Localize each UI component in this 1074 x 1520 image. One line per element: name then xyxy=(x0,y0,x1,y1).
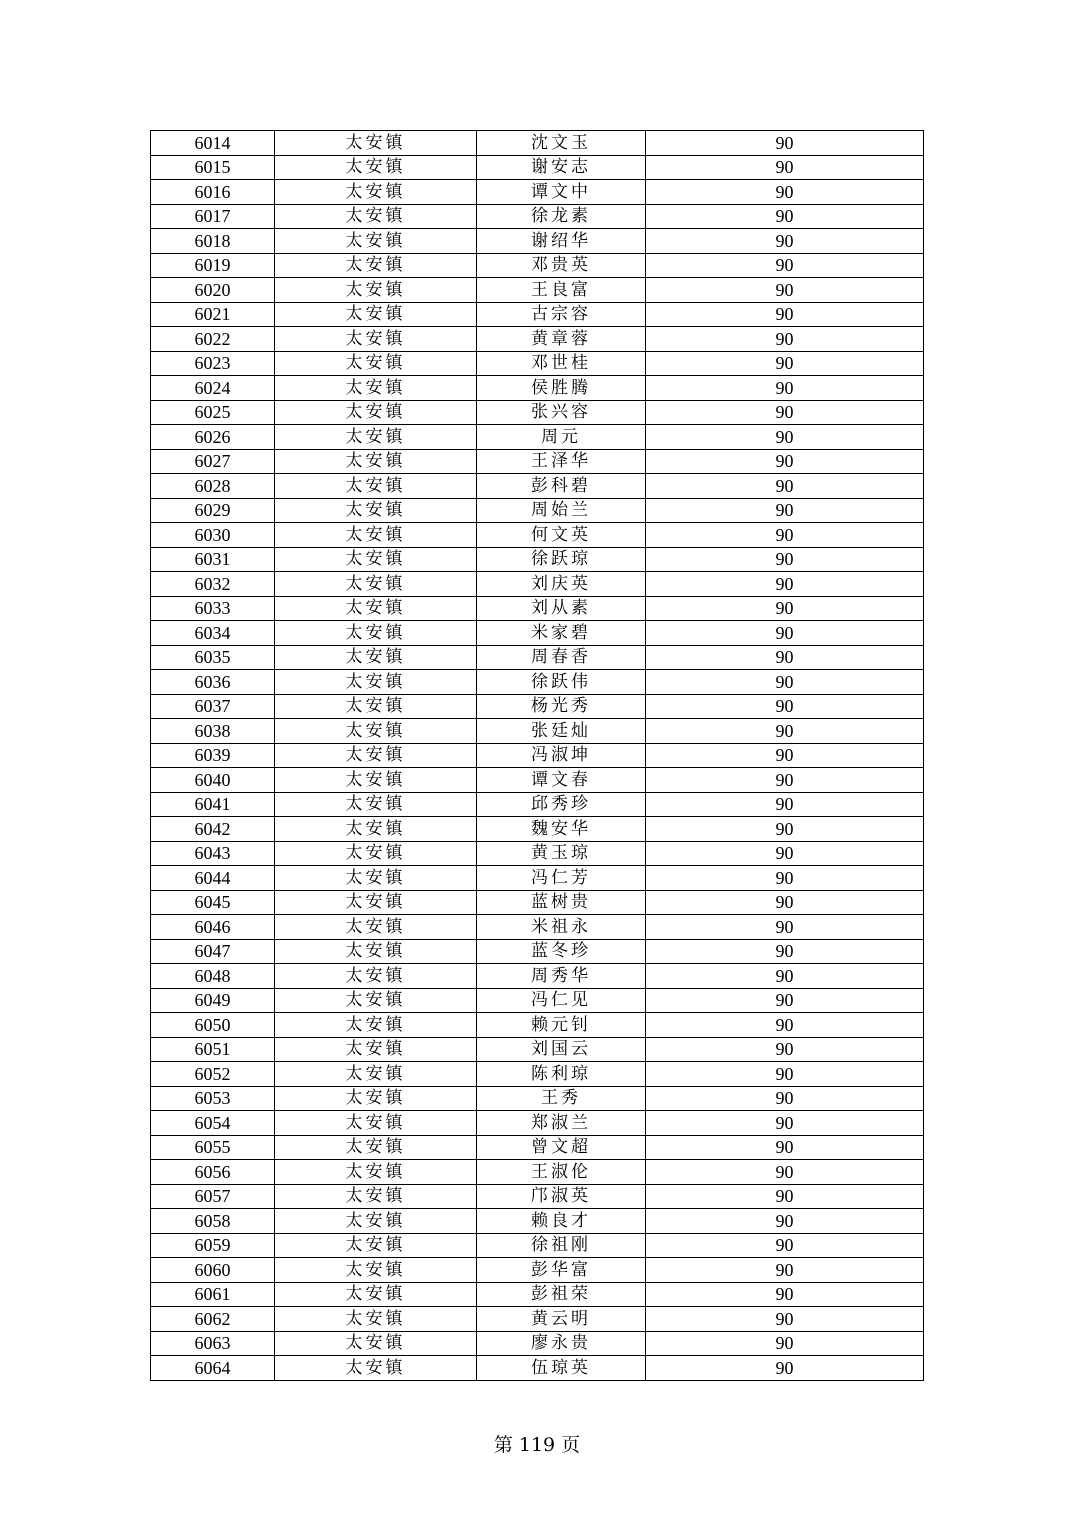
table-row xyxy=(151,1160,924,1185)
cell-name: 周元 xyxy=(477,425,646,450)
table-row xyxy=(151,1013,924,1038)
cell-number: 6053 xyxy=(151,1086,275,1111)
cell-town: 太安镇 xyxy=(275,400,477,425)
cell-number: 6057 xyxy=(151,1184,275,1209)
cell-town: 太安镇 xyxy=(275,890,477,915)
cell-name: 赖元钊 xyxy=(477,1013,646,1038)
cell-score: 90 xyxy=(646,278,924,303)
table-row xyxy=(151,1233,924,1258)
table-row xyxy=(151,400,924,425)
cell-name: 蓝冬珍 xyxy=(477,939,646,964)
cell-number: 6021 xyxy=(151,302,275,327)
table-row xyxy=(151,278,924,303)
table-row xyxy=(151,449,924,474)
roster-table-body xyxy=(151,131,924,1381)
table-row xyxy=(151,1258,924,1283)
cell-town: 太安镇 xyxy=(275,351,477,376)
table-row xyxy=(151,1062,924,1087)
cell-number: 6051 xyxy=(151,1037,275,1062)
table-row xyxy=(151,841,924,866)
table-row xyxy=(151,939,924,964)
cell-number: 6063 xyxy=(151,1331,275,1356)
page-number: 第 119 页 xyxy=(493,1434,581,1456)
cell-name: 黄云明 xyxy=(477,1307,646,1332)
cell-town: 太安镇 xyxy=(275,866,477,891)
cell-name: 曾文超 xyxy=(477,1135,646,1160)
cell-number: 6014 xyxy=(151,131,275,156)
cell-number: 6027 xyxy=(151,449,275,474)
cell-name: 何文英 xyxy=(477,523,646,548)
cell-name: 徐跃琼 xyxy=(477,547,646,572)
table-row xyxy=(151,915,924,940)
table-row xyxy=(151,792,924,817)
cell-town: 太安镇 xyxy=(275,792,477,817)
cell-town: 太安镇 xyxy=(275,621,477,646)
cell-number: 6015 xyxy=(151,155,275,180)
table-row xyxy=(151,180,924,205)
table-row xyxy=(151,155,924,180)
cell-number: 6042 xyxy=(151,817,275,842)
table-row xyxy=(151,376,924,401)
cell-town: 太安镇 xyxy=(275,155,477,180)
cell-name: 刘国云 xyxy=(477,1037,646,1062)
cell-number: 6024 xyxy=(151,376,275,401)
cell-town: 太安镇 xyxy=(275,229,477,254)
table-row xyxy=(151,1282,924,1307)
cell-name: 彭祖荣 xyxy=(477,1282,646,1307)
cell-score: 90 xyxy=(646,180,924,205)
cell-town: 太安镇 xyxy=(275,743,477,768)
cell-score: 90 xyxy=(646,302,924,327)
cell-score: 90 xyxy=(646,253,924,278)
cell-score: 90 xyxy=(646,890,924,915)
cell-score: 90 xyxy=(646,596,924,621)
cell-number: 6020 xyxy=(151,278,275,303)
cell-town: 太安镇 xyxy=(275,1233,477,1258)
cell-name: 王秀 xyxy=(477,1086,646,1111)
cell-score: 90 xyxy=(646,1307,924,1332)
cell-name: 冯仁芳 xyxy=(477,866,646,891)
table-row xyxy=(151,498,924,523)
cell-score: 90 xyxy=(646,523,924,548)
cell-name: 邱秀珍 xyxy=(477,792,646,817)
cell-number: 6049 xyxy=(151,988,275,1013)
table-row xyxy=(151,302,924,327)
cell-town: 太安镇 xyxy=(275,302,477,327)
cell-name: 侯胜腾 xyxy=(477,376,646,401)
cell-score: 90 xyxy=(646,1135,924,1160)
cell-name: 刘庆英 xyxy=(477,572,646,597)
cell-number: 6054 xyxy=(151,1111,275,1136)
cell-town: 太安镇 xyxy=(275,1111,477,1136)
cell-number: 6056 xyxy=(151,1160,275,1185)
cell-town: 太安镇 xyxy=(275,939,477,964)
cell-score: 90 xyxy=(646,939,924,964)
cell-town: 太安镇 xyxy=(275,547,477,572)
cell-number: 6039 xyxy=(151,743,275,768)
cell-score: 90 xyxy=(646,1111,924,1136)
table-row xyxy=(151,1331,924,1356)
roster-table xyxy=(150,130,924,1381)
cell-name: 徐跃伟 xyxy=(477,670,646,695)
cell-town: 太安镇 xyxy=(275,449,477,474)
cell-number: 6016 xyxy=(151,180,275,205)
cell-score: 90 xyxy=(646,915,924,940)
cell-town: 太安镇 xyxy=(275,1307,477,1332)
table-row xyxy=(151,229,924,254)
cell-town: 太安镇 xyxy=(275,572,477,597)
cell-number: 6018 xyxy=(151,229,275,254)
cell-score: 90 xyxy=(646,1331,924,1356)
cell-number: 6036 xyxy=(151,670,275,695)
cell-name: 廖永贵 xyxy=(477,1331,646,1356)
table-row xyxy=(151,768,924,793)
cell-name: 邓贵英 xyxy=(477,253,646,278)
cell-name: 徐祖刚 xyxy=(477,1233,646,1258)
cell-name: 周秀华 xyxy=(477,964,646,989)
table-row xyxy=(151,1184,924,1209)
cell-score: 90 xyxy=(646,817,924,842)
cell-number: 6050 xyxy=(151,1013,275,1038)
cell-score: 90 xyxy=(646,425,924,450)
cell-name: 谭文春 xyxy=(477,768,646,793)
cell-score: 90 xyxy=(646,131,924,156)
cell-town: 太安镇 xyxy=(275,1209,477,1234)
table-row xyxy=(151,1135,924,1160)
cell-town: 太安镇 xyxy=(275,180,477,205)
cell-town: 太安镇 xyxy=(275,1086,477,1111)
cell-name: 张廷灿 xyxy=(477,719,646,744)
cell-score: 90 xyxy=(646,572,924,597)
cell-town: 太安镇 xyxy=(275,204,477,229)
cell-name: 彭华富 xyxy=(477,1258,646,1283)
cell-name: 张兴容 xyxy=(477,400,646,425)
cell-name: 黄玉琼 xyxy=(477,841,646,866)
cell-score: 90 xyxy=(646,1356,924,1381)
cell-name: 赖良才 xyxy=(477,1209,646,1234)
cell-town: 太安镇 xyxy=(275,915,477,940)
cell-town: 太安镇 xyxy=(275,376,477,401)
cell-score: 90 xyxy=(646,768,924,793)
cell-score: 90 xyxy=(646,327,924,352)
cell-name: 米祖永 xyxy=(477,915,646,940)
cell-town: 太安镇 xyxy=(275,1037,477,1062)
cell-score: 90 xyxy=(646,1013,924,1038)
cell-name: 陈利琼 xyxy=(477,1062,646,1087)
cell-score: 90 xyxy=(646,1209,924,1234)
table-row xyxy=(151,1307,924,1332)
cell-name: 刘从素 xyxy=(477,596,646,621)
cell-number: 6043 xyxy=(151,841,275,866)
cell-town: 太安镇 xyxy=(275,768,477,793)
cell-name: 徐龙素 xyxy=(477,204,646,229)
table-row xyxy=(151,1356,924,1381)
cell-town: 太安镇 xyxy=(275,1282,477,1307)
cell-town: 太安镇 xyxy=(275,474,477,499)
cell-number: 6032 xyxy=(151,572,275,597)
cell-name: 蓝树贵 xyxy=(477,890,646,915)
cell-score: 90 xyxy=(646,1184,924,1209)
cell-score: 90 xyxy=(646,670,924,695)
cell-score: 90 xyxy=(646,1258,924,1283)
table-row xyxy=(151,547,924,572)
cell-number: 6023 xyxy=(151,351,275,376)
cell-score: 90 xyxy=(646,1282,924,1307)
cell-name: 魏安华 xyxy=(477,817,646,842)
cell-town: 太安镇 xyxy=(275,964,477,989)
cell-number: 6055 xyxy=(151,1135,275,1160)
cell-score: 90 xyxy=(646,1160,924,1185)
table-row xyxy=(151,1209,924,1234)
cell-number: 6035 xyxy=(151,645,275,670)
cell-number: 6059 xyxy=(151,1233,275,1258)
cell-score: 90 xyxy=(646,841,924,866)
table-row xyxy=(151,327,924,352)
cell-score: 90 xyxy=(646,351,924,376)
cell-number: 6052 xyxy=(151,1062,275,1087)
cell-town: 太安镇 xyxy=(275,817,477,842)
table-row xyxy=(151,866,924,891)
table-row xyxy=(151,1086,924,1111)
cell-number: 6047 xyxy=(151,939,275,964)
cell-number: 6040 xyxy=(151,768,275,793)
cell-town: 太安镇 xyxy=(275,523,477,548)
table-row xyxy=(151,1037,924,1062)
cell-town: 太安镇 xyxy=(275,278,477,303)
cell-number: 6033 xyxy=(151,596,275,621)
cell-name: 王泽华 xyxy=(477,449,646,474)
cell-town: 太安镇 xyxy=(275,1356,477,1381)
cell-number: 6058 xyxy=(151,1209,275,1234)
cell-number: 6025 xyxy=(151,400,275,425)
table-row xyxy=(151,425,924,450)
cell-score: 90 xyxy=(646,621,924,646)
table-row xyxy=(151,523,924,548)
cell-score: 90 xyxy=(646,204,924,229)
cell-name: 谭文中 xyxy=(477,180,646,205)
cell-number: 6037 xyxy=(151,694,275,719)
cell-number: 6045 xyxy=(151,890,275,915)
cell-name: 谢绍华 xyxy=(477,229,646,254)
cell-town: 太安镇 xyxy=(275,645,477,670)
cell-town: 太安镇 xyxy=(275,694,477,719)
cell-name: 伍琼英 xyxy=(477,1356,646,1381)
cell-score: 90 xyxy=(646,964,924,989)
cell-score: 90 xyxy=(646,1062,924,1087)
cell-number: 6028 xyxy=(151,474,275,499)
cell-town: 太安镇 xyxy=(275,253,477,278)
cell-score: 90 xyxy=(646,474,924,499)
table-row xyxy=(151,694,924,719)
cell-name: 郑淑兰 xyxy=(477,1111,646,1136)
cell-name: 周春香 xyxy=(477,645,646,670)
cell-name: 古宗容 xyxy=(477,302,646,327)
cell-number: 6034 xyxy=(151,621,275,646)
cell-number: 6031 xyxy=(151,547,275,572)
cell-score: 90 xyxy=(646,1233,924,1258)
cell-score: 90 xyxy=(646,1037,924,1062)
cell-town: 太安镇 xyxy=(275,596,477,621)
cell-town: 太安镇 xyxy=(275,498,477,523)
table-row xyxy=(151,817,924,842)
cell-name: 杨光秀 xyxy=(477,694,646,719)
cell-town: 太安镇 xyxy=(275,1331,477,1356)
cell-town: 太安镇 xyxy=(275,841,477,866)
cell-town: 太安镇 xyxy=(275,1258,477,1283)
cell-name: 邓世桂 xyxy=(477,351,646,376)
cell-number: 6022 xyxy=(151,327,275,352)
table-row xyxy=(151,988,924,1013)
cell-name: 沈文玉 xyxy=(477,131,646,156)
cell-score: 90 xyxy=(646,719,924,744)
cell-number: 6062 xyxy=(151,1307,275,1332)
cell-score: 90 xyxy=(646,645,924,670)
table-row xyxy=(151,596,924,621)
cell-score: 90 xyxy=(646,694,924,719)
table-row xyxy=(151,351,924,376)
cell-number: 6044 xyxy=(151,866,275,891)
cell-name: 邝淑英 xyxy=(477,1184,646,1209)
cell-number: 6026 xyxy=(151,425,275,450)
cell-town: 太安镇 xyxy=(275,1062,477,1087)
cell-town: 太安镇 xyxy=(275,719,477,744)
table-row xyxy=(151,253,924,278)
table-row xyxy=(151,474,924,499)
cell-score: 90 xyxy=(646,449,924,474)
cell-town: 太安镇 xyxy=(275,1013,477,1038)
cell-score: 90 xyxy=(646,792,924,817)
cell-score: 90 xyxy=(646,498,924,523)
cell-name: 冯仁见 xyxy=(477,988,646,1013)
cell-number: 6064 xyxy=(151,1356,275,1381)
cell-town: 太安镇 xyxy=(275,425,477,450)
cell-number: 6017 xyxy=(151,204,275,229)
cell-score: 90 xyxy=(646,743,924,768)
table-row xyxy=(151,645,924,670)
cell-name: 王良富 xyxy=(477,278,646,303)
cell-score: 90 xyxy=(646,988,924,1013)
cell-name: 黄章蓉 xyxy=(477,327,646,352)
table-row xyxy=(151,621,924,646)
cell-score: 90 xyxy=(646,376,924,401)
cell-score: 90 xyxy=(646,400,924,425)
cell-number: 6046 xyxy=(151,915,275,940)
cell-name: 王淑伦 xyxy=(477,1160,646,1185)
cell-town: 太安镇 xyxy=(275,988,477,1013)
cell-number: 6030 xyxy=(151,523,275,548)
cell-number: 6029 xyxy=(151,498,275,523)
cell-town: 太安镇 xyxy=(275,1135,477,1160)
cell-number: 6060 xyxy=(151,1258,275,1283)
cell-score: 90 xyxy=(646,1086,924,1111)
cell-score: 90 xyxy=(646,547,924,572)
cell-town: 太安镇 xyxy=(275,1184,477,1209)
cell-name: 彭科碧 xyxy=(477,474,646,499)
cell-town: 太安镇 xyxy=(275,1160,477,1185)
cell-name: 周始兰 xyxy=(477,498,646,523)
table-row xyxy=(151,204,924,229)
table-row xyxy=(151,964,924,989)
cell-name: 谢安志 xyxy=(477,155,646,180)
cell-name: 冯淑坤 xyxy=(477,743,646,768)
cell-number: 6041 xyxy=(151,792,275,817)
table-row xyxy=(151,572,924,597)
cell-score: 90 xyxy=(646,229,924,254)
table-row xyxy=(151,131,924,156)
table-row xyxy=(151,1111,924,1136)
cell-town: 太安镇 xyxy=(275,327,477,352)
table-row xyxy=(151,670,924,695)
cell-number: 6048 xyxy=(151,964,275,989)
table-row xyxy=(151,890,924,915)
cell-number: 6038 xyxy=(151,719,275,744)
table-row xyxy=(151,743,924,768)
cell-score: 90 xyxy=(646,866,924,891)
cell-name: 米家碧 xyxy=(477,621,646,646)
cell-town: 太安镇 xyxy=(275,131,477,156)
table-row xyxy=(151,719,924,744)
cell-number: 6019 xyxy=(151,253,275,278)
cell-town: 太安镇 xyxy=(275,670,477,695)
cell-number: 6061 xyxy=(151,1282,275,1307)
cell-score: 90 xyxy=(646,155,924,180)
